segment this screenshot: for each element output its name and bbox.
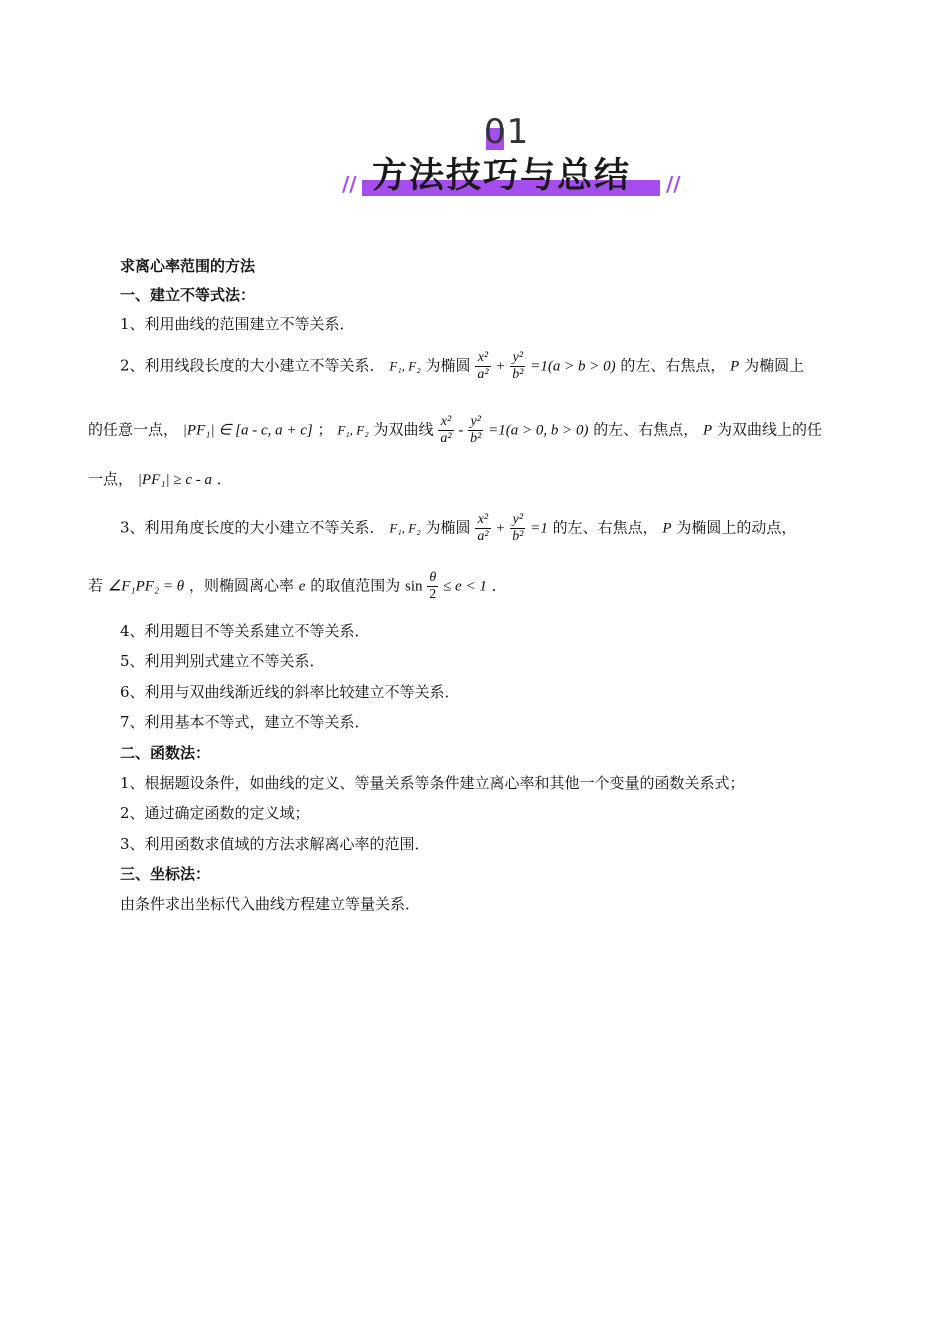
math-p: P [662, 520, 672, 537]
item-1-2-line-1 [120, 350, 804, 383]
text: 的取值范围为 [310, 576, 401, 595]
item-1-6: 6、利用与双曲线渐近线的斜率比较建立不等关系． [120, 683, 460, 701]
item-1-7: 7、利用基本不等式，建立不等关系． [120, 713, 370, 731]
math-pf1-range: |PF₁| ∈ [a - c, a + c] [182, 422, 313, 439]
text: 为双曲线 [373, 420, 434, 439]
math-sin: sin [404, 578, 423, 595]
decor-slash-right: // [666, 172, 681, 196]
text: 的左、右焦点， [593, 420, 699, 439]
text: ． [491, 576, 507, 595]
item-1-1: 1、利用曲线的范围建立不等关系． [120, 315, 355, 333]
item-1-3-line-1 [120, 512, 796, 545]
math-plus: + [495, 520, 506, 537]
section-heading-2: 二、函数法： [120, 744, 211, 762]
item-1-3-line-2 [88, 570, 507, 603]
frac-y2-b2: $\frac{\text{y²}}{\text{b²}}$ [512, 350, 524, 382]
item-2-2: 2、通过确定函数的定义域； [120, 804, 310, 822]
item-1-2-line-3 [88, 468, 232, 489]
text: 为椭圆 [425, 356, 471, 375]
math-p: P [703, 422, 713, 439]
text: 的任意一点， [88, 420, 179, 439]
text: 为双曲线上的任 [716, 420, 822, 439]
text: 为椭圆上 [744, 356, 805, 375]
text: 2、利用线段长度的大小建立不等关系． [120, 356, 385, 375]
frac-x2-a2: $\frac{\text{x²}}{\text{a²}}$ [477, 350, 489, 382]
section-heading-1: 一、建立不等式法： [120, 286, 256, 304]
item-2-1: 1、根据题设条件，如曲线的定义、等量关系等条件建立离心率和其他一个变量的函数关系式； [120, 774, 745, 792]
math-ellipse-cond: =1(a > b > 0) [530, 358, 616, 375]
frac-x2-a2: $\frac{\text{x²}}{\text{a²}}$ [477, 512, 489, 544]
math-p: P [730, 358, 740, 375]
math-e: e [298, 578, 306, 595]
section-number: 01 [484, 112, 530, 152]
doc-heading: 求离心率范围的方法 [120, 257, 256, 275]
math-f1f2: F₁, F₂ [337, 422, 369, 438]
math-f1f2: F₁, F₂ [389, 520, 421, 536]
text: 的左、右焦点， [552, 518, 658, 537]
decor-slash-left: // [342, 172, 357, 196]
section-heading-3: 三、坐标法： [120, 865, 211, 883]
math-minus: - [458, 422, 464, 439]
math-e-range: ≤ e < 1 [443, 578, 487, 595]
math-pf1-ge: |PF₁| ≥ c - a [137, 472, 212, 488]
math-eq-one: =1 [530, 520, 548, 537]
text: 的左、右焦点， [620, 356, 726, 375]
item-1-2-line-2 [88, 414, 822, 447]
text: 一点， [88, 470, 134, 488]
math-plus: + [495, 358, 506, 375]
math-angle: ∠F₁PF₂ = θ [107, 578, 185, 595]
section-title: 方法技巧与总结 [372, 156, 632, 196]
frac-y2-b2: $\frac{\text{y²}}{\text{b²}}$ [470, 414, 482, 446]
text: 为椭圆上的动点， [676, 518, 797, 537]
frac-x2-a2: $\frac{\text{x²}}{\text{a²}}$ [440, 414, 452, 446]
item-1-4: 4、利用题目不等关系建立不等关系． [120, 622, 370, 640]
math-f1f2: F₁, F₂ [389, 358, 421, 374]
section-header [0, 108, 950, 208]
text: ． [216, 470, 232, 488]
frac-y2-b2: $\frac{\text{y²}}{\text{b²}}$ [512, 512, 524, 544]
text: ，则椭圆离心率 [188, 576, 294, 595]
item-2-3: 3、利用函数求值域的方法求解离心率的范围． [120, 835, 430, 853]
text: 为椭圆 [425, 518, 471, 537]
text: 3、利用角度长度的大小建立不等关系． [120, 518, 385, 537]
frac-theta-2: $\frac{\theta}{2}$ [429, 570, 437, 602]
math-hyper-cond: =1(a > 0, b > 0) [488, 422, 589, 439]
item-3-1: 由条件求出坐标代入曲线方程建立等量关系． [120, 895, 421, 913]
text: ； [317, 420, 333, 439]
text: 若 [88, 576, 104, 595]
item-1-5: 5、利用判别式建立不等关系． [120, 652, 325, 670]
